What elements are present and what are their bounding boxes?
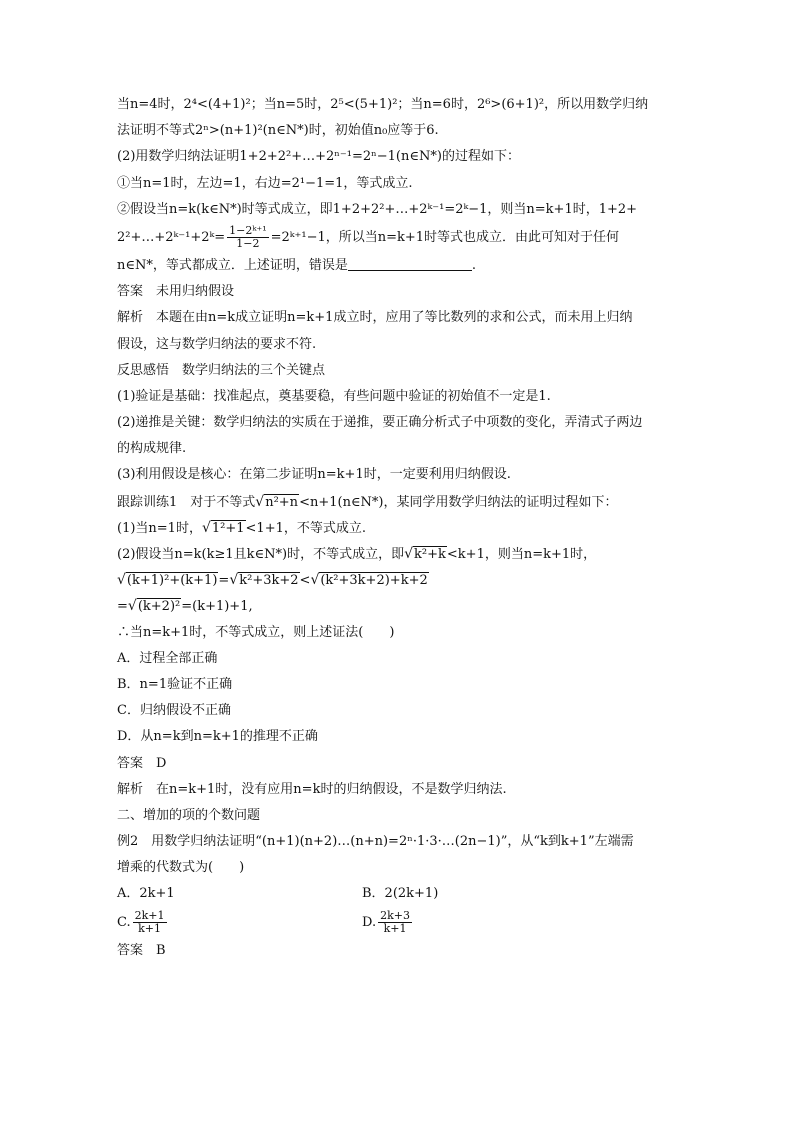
radical	[255, 489, 299, 516]
text-line: 的构成规律.	[117, 441, 187, 457]
radicand: (k²+3k+2)+k+2	[320, 573, 428, 589]
answer-line: 答案 未用归纳假设	[117, 284, 235, 300]
radicand: n²+n	[265, 494, 299, 510]
answer-line: 答案 B	[117, 942, 166, 958]
answer-blank	[348, 256, 472, 271]
text-line	[117, 593, 683, 619]
text-line: ∴当n=k+1时，不等式成立，则上述证法( )	[117, 624, 395, 640]
text-segment: .	[471, 257, 477, 273]
fraction-denominator: k+1	[138, 921, 162, 935]
text-line-with-fraction	[117, 223, 683, 253]
text-line: (2)递推是关键：数学归纳法的实质在于递推，要正确分析式子中项数的变化，弄清式子两边	[117, 415, 643, 431]
radical-sign: √	[255, 493, 265, 510]
options-row	[117, 908, 683, 938]
fraction	[227, 225, 268, 250]
radical	[310, 567, 428, 594]
text-segment: =	[218, 573, 230, 589]
radical-sign: √	[117, 572, 126, 589]
option-label: C.	[117, 914, 131, 930]
radical	[404, 541, 447, 568]
radical-sign: √	[229, 572, 239, 589]
text-segment: n∈N*，等式都成立．上述证明，错误是	[117, 257, 348, 273]
text-line: 当n=4时，2⁴<(4+1)²；当n=5时，2⁵<(5+1)²；当n=6时，2⁶>(6+1)²，所以用数学归纳	[117, 97, 649, 112]
option-d: D．从n=k到n=k+1的推理不正确	[117, 729, 318, 745]
radical	[128, 593, 181, 620]
fraction-numerator: 2k+1	[134, 908, 165, 922]
text-segment: (1)当n=1时，	[117, 520, 202, 536]
fraction-denominator: k+1	[383, 921, 407, 935]
text-segment: <1+1，不等式成立.	[245, 520, 366, 536]
reflection-heading: 反思感悟 数学归纳法的三个关键点	[117, 362, 326, 378]
radicand: 1²+1	[211, 520, 245, 536]
text-line: 假设，这与数学归纳法的要求不符.	[117, 336, 317, 352]
option-d	[362, 908, 414, 938]
exercise-line	[117, 489, 683, 515]
fraction-denominator: 1−2	[236, 236, 260, 250]
text-segment: 跟踪训练1 对于不等式	[117, 494, 256, 510]
fraction-numerator: 2k+3	[380, 908, 410, 922]
option-a: A．2k+1	[117, 886, 175, 902]
section-heading: 二、增加的项的个数问题	[117, 807, 261, 823]
text-segment: =(k+1)+1,	[181, 599, 253, 615]
text-segment: <	[299, 573, 311, 589]
option-label: D.	[362, 914, 377, 930]
option-c: C．归纳假设不正确	[117, 703, 231, 719]
radicand: (k+2)²	[137, 599, 181, 615]
text-line	[117, 515, 683, 541]
text-line	[117, 253, 683, 279]
radical	[117, 567, 218, 594]
options-row	[117, 881, 683, 907]
option-a: A．过程全部正确	[117, 650, 218, 666]
radical-sign: √	[127, 598, 137, 615]
analysis-line: 解析 在n=k+1时，没有应用n=k时的归纳假设，不是数学归纳法.	[117, 781, 507, 797]
text-line	[117, 567, 683, 593]
radicand: k²+3k+2	[239, 573, 299, 589]
text-line: ②假设当n=k(k∈N*)时等式成立，即1+2+2²+…+2ᵏ⁻¹=2ᵏ−1，则当n=k+1时，1+2+	[117, 201, 638, 217]
text-segment: <k+1，则当n=k+1时，	[446, 547, 597, 562]
text-segment: =2ᵏ⁺¹−1，所以当n=k+1时等式也成立．由此可知对于任何	[270, 229, 620, 245]
text-segment: =	[117, 599, 128, 615]
text-segment: 2²+…+2ᵏ⁻¹+2ᵏ=	[117, 229, 226, 245]
option-c	[117, 908, 169, 935]
radical-sign: √	[201, 519, 211, 536]
radical-sign: √	[404, 546, 414, 562]
text-line	[117, 541, 683, 567]
text-line: (1)验证是基础：找准起点，奠基要稳，有些问题中验证的初始值不一定是1.	[117, 388, 551, 404]
radical	[229, 567, 299, 594]
option-b: B．n=1验证不正确	[117, 676, 233, 692]
analysis-line: 解析 本题在由n=k成立证明n=k+1成立时，应用了等比数列的求和公式，而未用上归纳	[117, 310, 633, 326]
radicand: (k+1)²+(k+1)	[126, 573, 218, 589]
text-segment: (2)假设当n=k(k≥1且k∈N*)时，不等式成立，即	[117, 547, 405, 562]
fraction-numerator: 1−2ᵏ⁺¹	[229, 223, 267, 237]
text-line: 增乘的代数式为( )	[117, 860, 245, 876]
text-line: (3)利用假设是核心：在第二步证明n=k+1时，一定要利用归纳假设.	[117, 467, 511, 483]
radicand: k²+k	[414, 547, 446, 562]
text-line: 法证明不等式2ⁿ>(n+1)²(n∈N*)时，初始值n₀应等于6.	[117, 123, 439, 139]
radical	[202, 515, 246, 542]
text-line: (2)用数学归纳法证明1+2+2²+…+2ⁿ⁻¹=2ⁿ−1(n∈N*)的过程如下：	[117, 149, 520, 165]
fraction	[378, 910, 412, 935]
answer-line: 答案 D	[117, 755, 167, 771]
fraction	[133, 910, 167, 935]
option-b: B．2(2k+1)	[362, 886, 439, 902]
example-line: 例2 用数学归纳法证明“(n+1)(n+2)…(n+n)=2ⁿ·1·3·…(2n−1)”，从“k到k+1”左端需	[117, 834, 634, 850]
text-line: ①当n=1时，左边=1，右边=2¹−1=1，等式成立.	[117, 175, 413, 191]
radical-sign: √	[310, 572, 320, 589]
text-segment: <n+1(n∈N*)，某同学用数学归纳法的证明过程如下：	[299, 494, 618, 510]
document-content	[117, 92, 683, 964]
